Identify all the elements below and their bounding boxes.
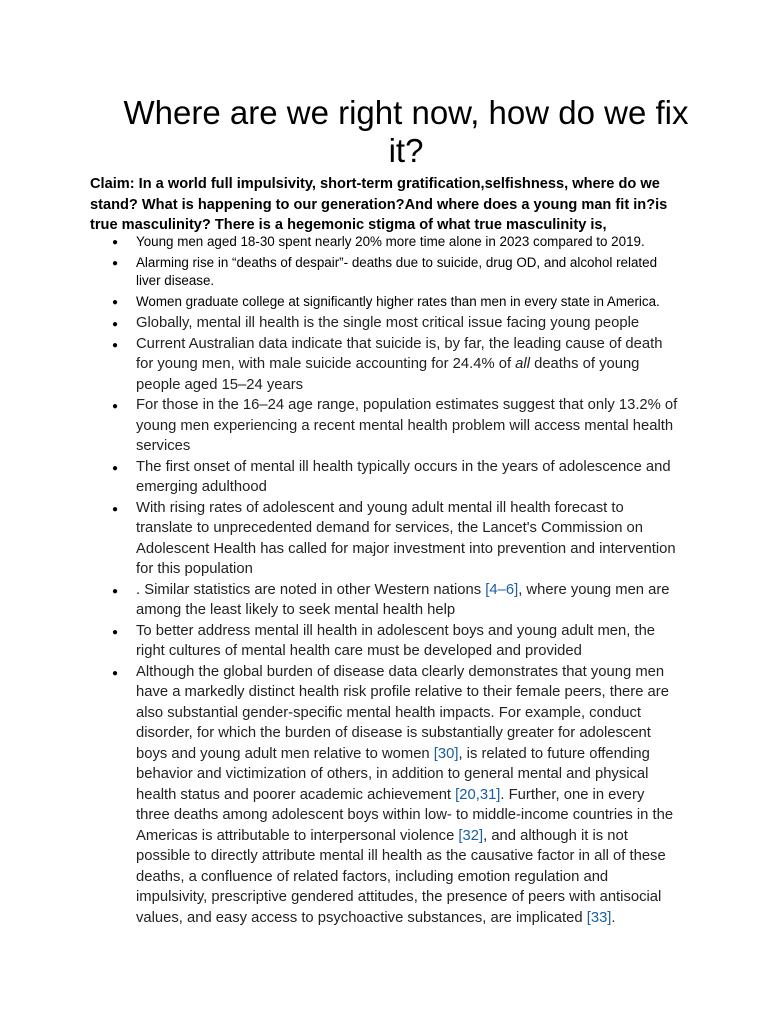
document-title: Where are we right now, how do we fix it? <box>123 94 689 169</box>
citation-link[interactable]: [32] <box>458 827 484 844</box>
list-item-text: Young men aged 18-30 spent nearly 20% more time alone in 2023 compared to 2019. <box>136 234 645 249</box>
list-item <box>0 457 681 498</box>
list-item <box>0 395 681 457</box>
list-item <box>0 313 681 334</box>
citation-link[interactable]: [20,31] <box>455 786 501 803</box>
list-item-text: Current Australian data indicate that suicide is, by far, the leading cause of death for young men, with male suicide accounting for 24.4% of <box>136 335 663 372</box>
citation-link[interactable]: [4–6] <box>485 581 519 598</box>
list-item-text: Globally, mental ill health is the single most critical issue facing young people <box>136 315 640 331</box>
bullet-list <box>0 233 768 928</box>
list-item-text: . Similar statistics are noted in other Western nations <box>136 581 486 598</box>
list-item-text: With rising rates of adolescent and young adult mental ill health forecast to translate to unprecedented demand for services, the Lancet's Commission on Adolescent Health has called for major investment into prevention and intervention for this population <box>136 499 676 577</box>
list-item <box>0 498 681 580</box>
list-item-text: The first onset of mental ill health typically occurs in the years of adolescence and emerging adulthood <box>136 458 671 495</box>
list-item <box>0 580 681 621</box>
list-item-text: To better address mental ill health in adolescent boys and young adult men, the right cultures of mental health care must be developed and provided <box>136 622 656 659</box>
citation-link[interactable]: [30] <box>433 745 459 762</box>
list-item-text: , is related to future offending behavior and victimization of others, in addition to general mental and physical health status and poorer academic achievement <box>136 745 650 803</box>
list-item-text: Women graduate college at significantly higher rates than men in every state in America. <box>136 293 660 309</box>
emphasis-text: all <box>515 356 530 372</box>
list-item-text: . Further, one in every three deaths among adolescent boys within low- to middle-income countries in the Americas is attributable to interpersonal violence <box>136 786 674 844</box>
list-item <box>0 254 681 291</box>
list-item-text: . <box>611 909 616 926</box>
list-item <box>0 233 681 252</box>
list-item-text: deaths of young people aged 15–24 years <box>136 356 640 393</box>
list-item <box>0 662 681 929</box>
list-item-text: , where young men are among the least likely to seek mental health help <box>136 581 670 618</box>
list-item-text: For those in the 16–24 age range, population estimates suggest that only 13.2% of young men experiencing a recent mental health problem will access mental health services <box>136 397 678 454</box>
list-item <box>0 621 681 662</box>
list-item-text: , and although it is not possible to directly attribute mental ill health as the causative factor in all of these deaths, a confluence of related factors, including emotion regulation and impulsivity, prescriptive gendered attitudes, the presence of peers with antisocial values, and easy access to psychoactive substances, are implicated <box>136 827 666 926</box>
list-item <box>0 293 681 312</box>
list-item-text: Although the global burden of disease data clearly demonstrates that young men have a markedly distinct health risk profile relative to their female peers, there are also substantial gender-specific mental health impacts. For example, conduct disorder, for which the burden of disease is substantially greater for adolescent boys and young adult men relative to women <box>136 663 669 762</box>
claim-paragraph: Claim: In a world full impulsivity, short-term gratification,selfishness, where do we stand? What is happening to our generation?And where does a young man fit in?is true masculinity? There is a hegemonic stigma of what true masculinity is, <box>90 176 668 233</box>
citation-link[interactable]: [33] <box>586 909 612 926</box>
list-item <box>0 334 681 396</box>
list-item-text: Alarming rise in “deaths of despair”- deaths due to suicide, drug OD, and alcohol related liver disease. <box>136 254 658 288</box>
